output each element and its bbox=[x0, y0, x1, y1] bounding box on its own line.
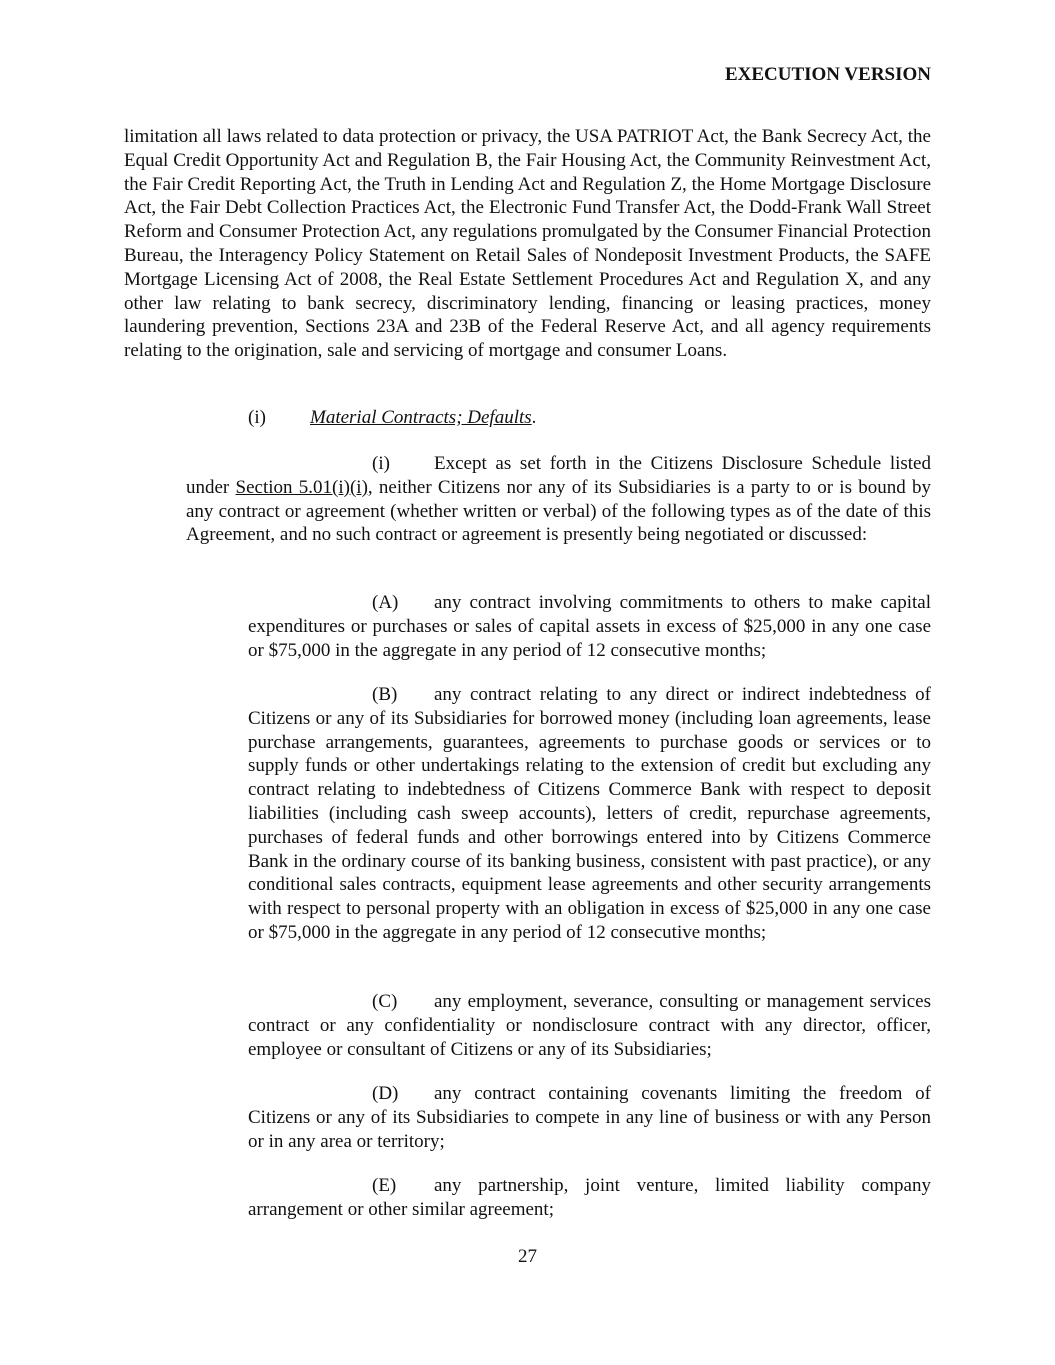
item-e-paragraph bbox=[248, 1174, 931, 1222]
section-title-period: . bbox=[531, 407, 537, 428]
section-number: (i) bbox=[248, 407, 266, 428]
item-a-paragraph bbox=[248, 591, 931, 662]
page-number: 27 bbox=[518, 1246, 537, 1267]
item-label: (E) bbox=[372, 1175, 397, 1196]
section-reference-link: Section 5.01(i)(i) bbox=[235, 476, 368, 498]
intro-paragraph: limitation all laws related to data protection or privacy, the USA PATRIOT Act, the Bank Secrecy Act, the Equal Credit Opportunity Act and Regulation B, the Fair Housing Act, the Community Reinvestment Act, the Fair Credit Reporting Act, the Truth in Lending Act and Regulation Z, the Home Mortgage Disclosure Act, the Fair Debt Collection Practices Act, the Electronic Fund Transfer Act, the Dodd-Frank Wall Street Reform and Consumer Protection Act, any regulations promulgated by the Consumer Financial Protection Bureau, the Interagency Policy Statement on Retail Sales of Nondeposit Investment Products, the SAFE Mortgage Licensing Act of 2008, the Real Estate Settlement Procedures Act and Regulation X, and any other law relating to bank secrecy, discriminatory lending, financing or leasing practices, money laundering prevention, Sections 23A and 23B of the Federal Reserve Act, and all agency requirements relating to the origination, sale and servicing of mortgage and consumer Loans. bbox=[124, 126, 931, 362]
item-c-paragraph bbox=[248, 990, 931, 1061]
item-b-paragraph bbox=[248, 683, 931, 945]
subsection-text-after: , neither Citizens nor any of its Subsidiaries is a party to or is bound by any contract or agreement (whether written or verbal) of the following types as of the date of this Agreement, and no such contract or agreement is presently being negotiated or discussed: bbox=[186, 476, 931, 546]
execution-version-header: EXECUTION VERSION bbox=[724, 64, 931, 85]
item-label: (C) bbox=[372, 991, 398, 1012]
item-label: (A) bbox=[372, 592, 399, 613]
section-heading bbox=[248, 406, 536, 430]
item-text: any contract containing covenants limiting the freedom of Citizens or any of its Subsidiaries to compete in any line of business or with any Person or in any area or territory; bbox=[248, 1083, 931, 1152]
section-title: Material Contracts; Defaults bbox=[310, 407, 532, 428]
item-text: any contract relating to any direct or indirect indebtedness of Citizens or any of its Subsidiaries for borrowed money (including loan agreements, lease purchase arrangements, guarantees, agreements to purchase goods or services or to supply funds or other undertakings relating to the extension of credit but excluding any contract relating to indebtedness of Citizens Commerce Bank with respect to deposit liabilities (including cash sweep accounts), letters of credit, repurchase agreements, purchases of federal funds and other borrowings entered into by Citizens Commerce Bank in the ordinary course of its banking business, consistent with past practice), or any conditional sales contracts, equipment lease agreements and other security arrangements with respect to personal property with an obligation in excess of $25,000 in any one case or $75,000 in the aggregate in any period of 12 consecutive months; bbox=[248, 684, 931, 943]
subsection-number: (i) bbox=[372, 453, 390, 474]
subsection-i-paragraph bbox=[186, 452, 931, 547]
subsection-text-before: Except as set forth in the Citizens Disclosure Schedule listed under bbox=[186, 453, 931, 498]
item-text: any partnership, joint venture, limited liability company arrangement or other similar agreement; bbox=[248, 1175, 931, 1220]
item-text: any contract involving commitments to others to make capital expenditures or purchases or sales of capital assets in excess of $25,000 in any one case or $75,000 in the aggregate in any period of 12 consecutive months; bbox=[248, 592, 931, 661]
item-label: (D) bbox=[372, 1083, 399, 1104]
item-d-paragraph bbox=[248, 1082, 931, 1153]
item-text: any employment, severance, consulting or management services contract or any confidentiality or nondisclosure contract with any director, officer, employee or consultant of Citizens or any of its Subsidiaries; bbox=[248, 991, 931, 1060]
item-label: (B) bbox=[372, 684, 398, 705]
